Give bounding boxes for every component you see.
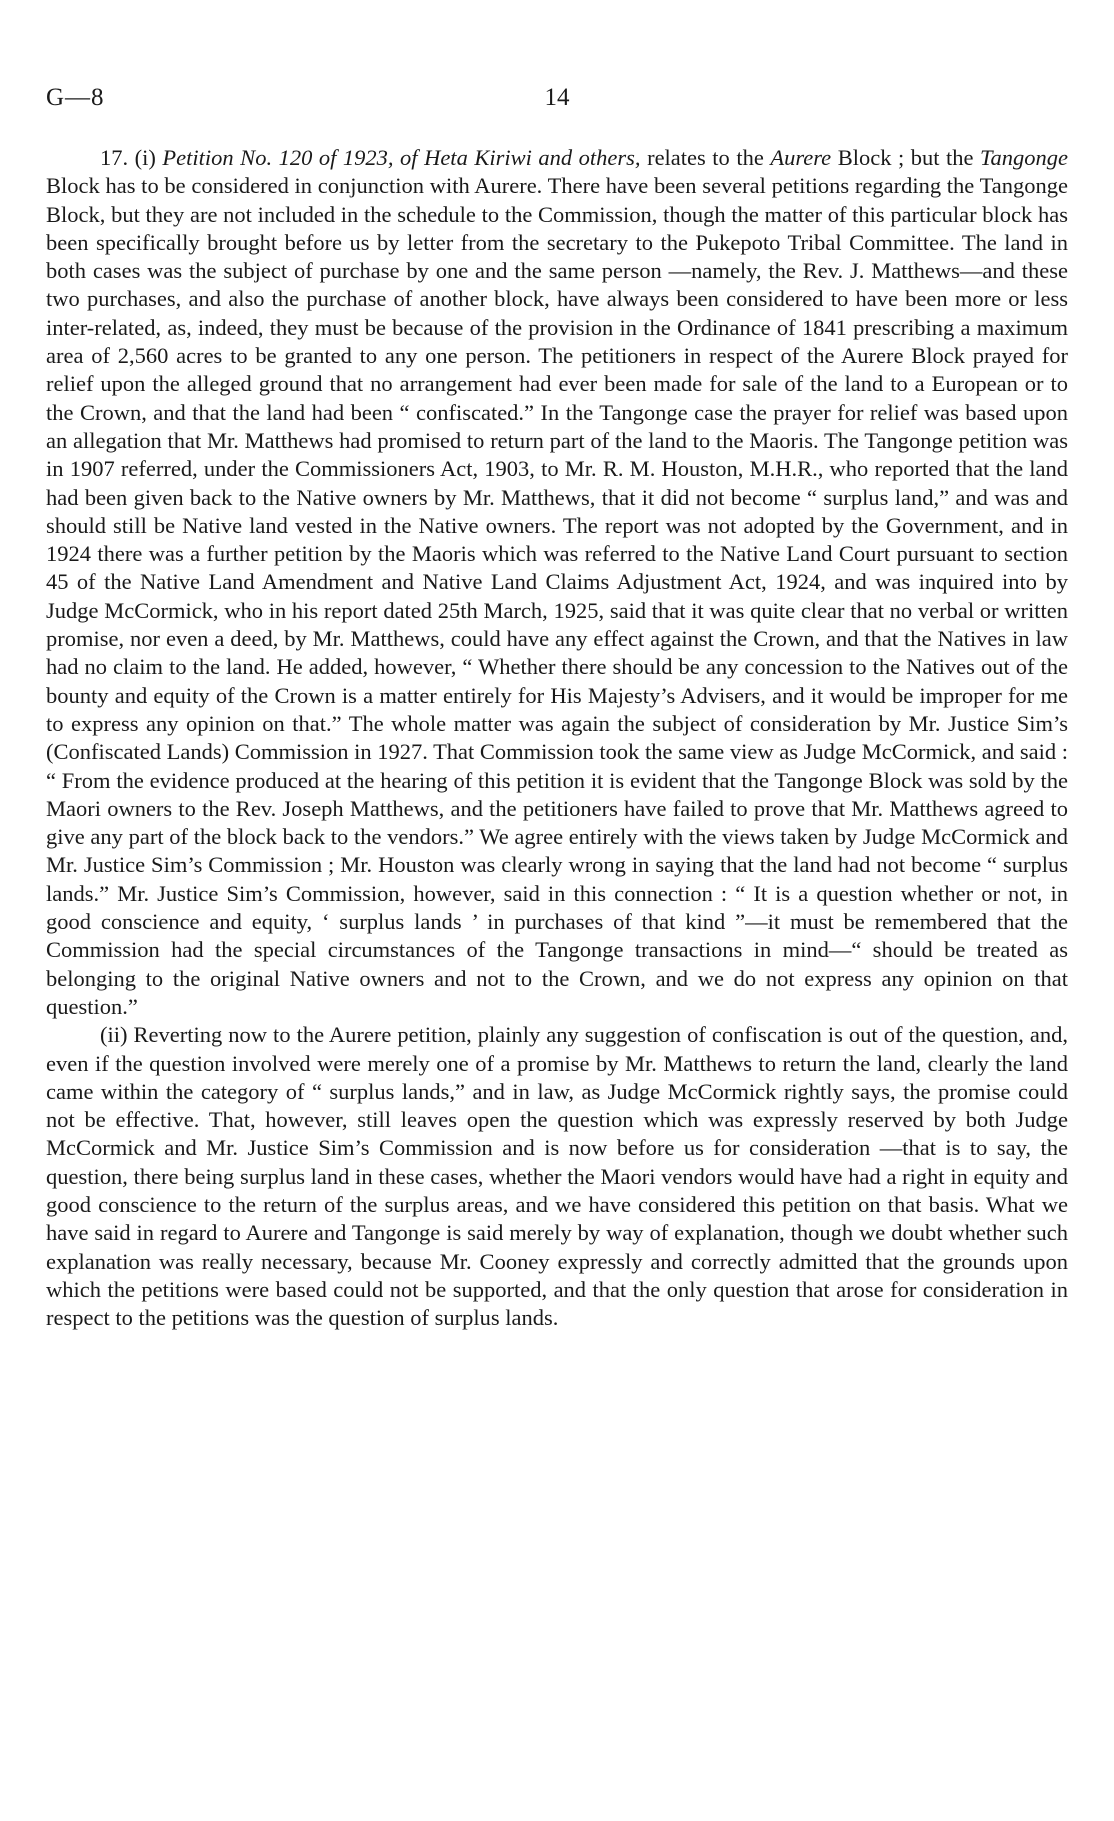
block-name-aurere: Aurere <box>770 145 832 170</box>
document-body <box>46 144 1068 1332</box>
paragraph-17-i <box>46 144 1068 1021</box>
petition-title: Petition No. 120 of 1923, of Heta Kiriwi and others, <box>162 145 641 170</box>
page-header <box>46 84 1068 114</box>
block-name-tangonge: Tangonge <box>980 145 1068 170</box>
paragraph-text: Block has to be considered in conjunction with Aurere. There have been several petitions regarding the Tangonge Block, but they are not included in the schedule to the Commission, though the matter of this particular block has been specifically brought before us by letter from the secretary to the Pukepoto Tribal Committee. The land in both cases was the subject of purchase by one and the same person —namely, the Rev. J. Matthews—and these two purchases, and also the purchase of another block, have always been considered to have been more or less inter-related, as, indeed, they must be because of the provision in the Ordinance of 1841 prescribing a maximum area of 2,560 acres to be granted to any one person. The petitioners in respect of the Aurere Block prayed for relief upon the alleged ground that no arrangement had ever been made for sale of the land to a European or to the Crown, and that the land had been “ confiscated.” In the Tangonge case the prayer for relief was based upon an allegation that Mr. Matthews had promised to return part of the land to the Maoris. The Tangonge petition was in 1907 referred, under the Commissioners Act, 1903, to Mr. R. M. Houston, M.H.R., who reported that the land had been given back to the Native owners by Mr. Matthews, that it did not become “ surplus land,” and was and should still be Native land vested in the Native owners. The report was not adopted by the Government, and in 1924 there was a further petition by the Maoris which was referred to the Native Land Court pursuant to section 45 of the Native Land Amendment and Native Land Claims Adjustment Act, 1924, and was inquired into by Judge McCormick, who in his report dated 25th March, 1925, said that it was quite clear that no verbal or written promise, nor even a deed, by Mr. Matthews, could have any effect against the Crown, and that the Natives in law had no claim to the land. He added, however, “ Whether there should be any concession to the Natives out of the bounty and equity of the Crown is a matter entirely for His Majesty’s Advisers, and it would be improper for me to express any opinion on that.” The whole matter was again the subject of consideration by Mr. Justice Sim’s (Confiscated Lands) Commission in 1927. That Commission took the same view as Judge McCormick, and said : “ From the evidence produced at the hearing of this petition it is evident that the Tangonge Block was sold by the Maori owners to the Rev. Joseph Matthews, and the petitioners have failed to prove that Mr. Matthews agreed to give any part of the block back to the vendors.” We agree entirely with the views taken by Judge McCormick and Mr. Justice Sim’s Commission ; Mr. Houston was clearly wrong in saying that the land had not become “ surplus lands.” Mr. Justice Sim’s Commission, however, said in this connection : “ It is a question whether or not, in good conscience and equity, ‘ surplus lands ’ in purchases of that kind ”—it must be remembered that the Commission had the special circumstances of the Tangonge transactions in mind—“ should be treated as belonging to the original Native owners and not to the Crown, and we do not express any opinion on that question.” <box>46 173 1068 1019</box>
paragraph-17-ii: (ii) Reverting now to the Aurere petition, plainly any suggestion of confiscation is out of the question, and, even if the question involved were merely one of a promise by Mr. Matthews to return the land, clearly the land came within the category of “ surplus lands,” and in law, as Judge McCormick rightly says, the promise could not be effective. That, however, still leaves open the question which was expressly reserved by both Judge McCormick and Mr. Justice Sim’s Commission and is now before us for consideration —that is to say, the question, there being surplus land in these cases, whether the Maori vendors would have had a right in equity and good conscience to the return of the surplus areas, and we have considered this petition on that basis. What we have said in regard to Aurere and Tangonge is said merely by way of explanation, though we doubt whether such explanation was really necessary, because Mr. Cooney expressly and correctly admitted that the grounds upon which the petitions were based could not be supported, and that the only question that arose for consideration in respect to the petitions was the question of surplus lands. <box>46 1022 1068 1331</box>
page-number: 14 <box>544 84 570 111</box>
document-reference: G—8 <box>46 84 105 111</box>
paragraph-text: Block ; but the <box>831 145 981 170</box>
paragraph-lead: 17. (i) <box>100 145 163 170</box>
paragraph-text: relates to the <box>640 145 771 170</box>
